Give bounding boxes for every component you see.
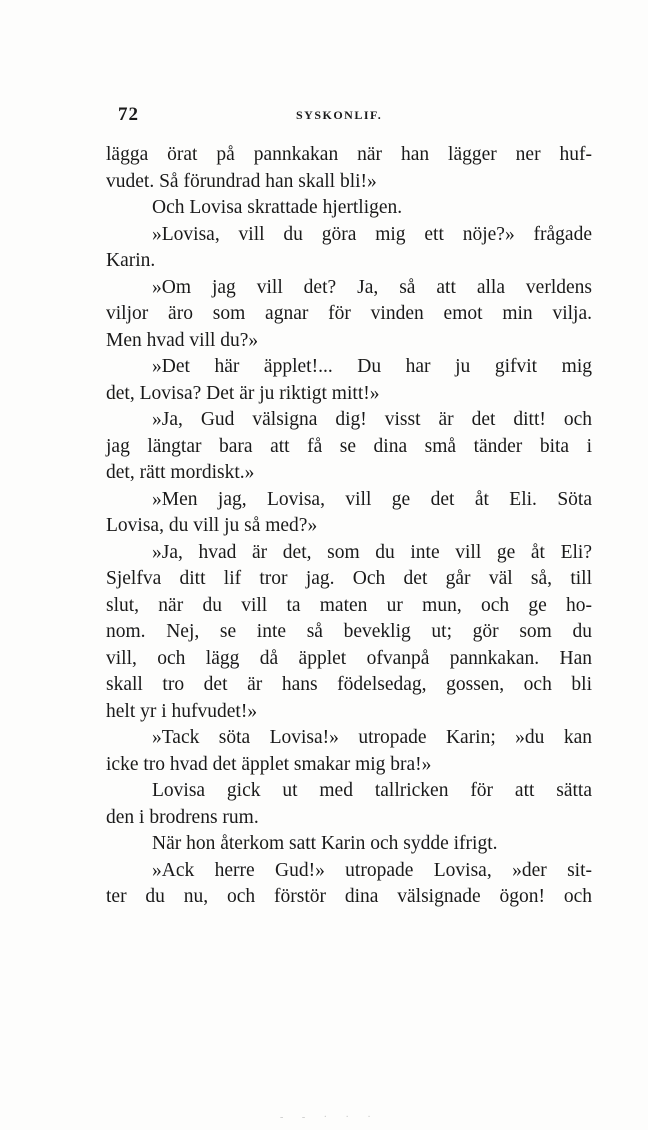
text-line: »Tack söta Lovisa!» utropade Karin; »du kan bbox=[152, 727, 592, 748]
text-line: nom. Nej, se inte så beveklig ut; gör som du bbox=[106, 621, 592, 642]
text-line: »Men jag, Lovisa, vill ge det åt Eli. Söta bbox=[152, 488, 592, 510]
text-line: »Lovisa, vill du göra mig ett nöje?» frågade bbox=[152, 223, 592, 245]
text-line: Och Lovisa skrattade hjertligen. bbox=[152, 197, 403, 218]
body-text bbox=[106, 142, 592, 911]
text-line: det, rätt mordiskt.» bbox=[106, 462, 255, 483]
text-line: Lovisa, du vill ju så med?» bbox=[106, 515, 318, 536]
text-line: slut, när du vill ta maten ur mun, och ge ho- bbox=[106, 594, 592, 616]
text-line: »Ack herre Gud!» utropade Lovisa, »der sit- bbox=[152, 859, 592, 881]
running-title: SYSKONLIF. bbox=[296, 108, 383, 122]
text-line: Men hvad vill du?» bbox=[106, 329, 259, 351]
text-line: det, Lovisa? Det är ju riktigt mitt!» bbox=[106, 382, 380, 404]
text-line: »Om jag vill det? Ja, så att alla verldens bbox=[152, 276, 592, 298]
text-line: Karin. bbox=[106, 250, 156, 271]
text-line: vill, och lägg då äpplet ofvanpå pannkakan. Han bbox=[106, 647, 592, 669]
text-line: helt yr i hufvudet!» bbox=[106, 700, 258, 722]
text-line: vudet. Så förundrad han skall bli!» bbox=[106, 170, 377, 192]
text-line: »Ja, Gud välsigna dig! visst är det ditt! och bbox=[152, 409, 592, 430]
text-line: »Det här äpplet!... Du har ju gifvit mig bbox=[152, 356, 592, 377]
text-line: icke tro hvad det äpplet smakar mig bra!» bbox=[106, 753, 432, 775]
text-line: jag längtar bara att få se dina små tänder bita i bbox=[106, 435, 592, 457]
text-line: ter du nu, och förstör dina välsignade ögon! och bbox=[106, 886, 592, 907]
text-line: »Ja, hvad är det, som du inte vill ge åt Eli? bbox=[152, 541, 592, 563]
text-line: skall tro det är hans födelsedag, gossen, och bli bbox=[106, 674, 592, 695]
page-smudge-decoration: - - · · · bbox=[280, 1112, 379, 1123]
text-line: den i brodrens rum. bbox=[106, 806, 259, 828]
text-line: Sjelfva ditt lif tror jag. Och det går väl så, till bbox=[106, 568, 592, 589]
text-line: viljor äro som agnar för vinden emot min vilja. bbox=[106, 303, 592, 324]
text-line: lägga örat på pannkakan när han lägger ner huf- bbox=[106, 144, 592, 165]
page-number: 72 bbox=[118, 104, 139, 125]
text-line: När hon återkom satt Karin och sydde ifrigt. bbox=[152, 833, 498, 854]
text-line: Lovisa gick ut med tallricken för att sätta bbox=[152, 780, 592, 801]
running-head bbox=[108, 104, 592, 128]
